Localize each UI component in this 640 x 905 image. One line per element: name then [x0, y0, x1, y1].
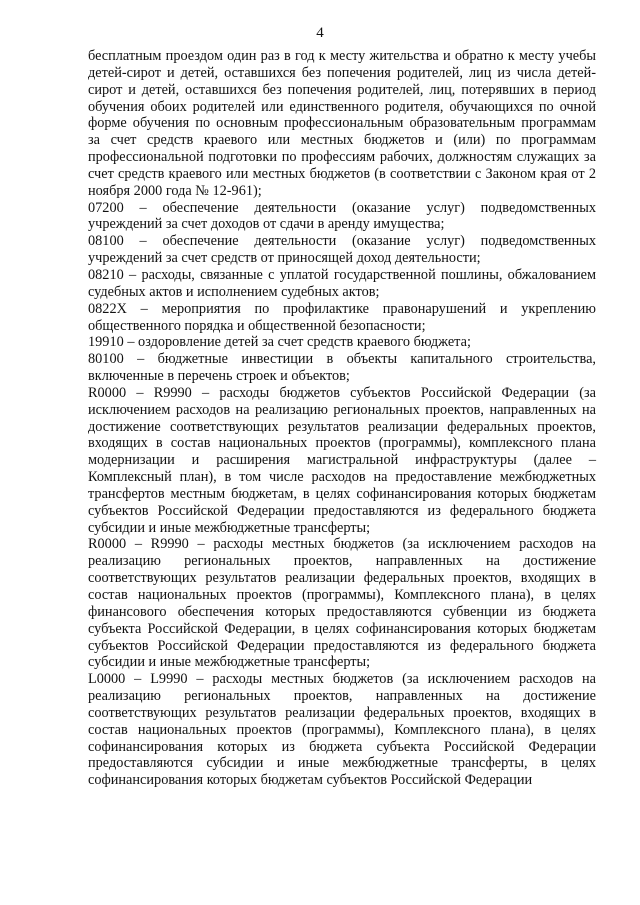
paragraph-code-07200: 07200 – обеспечение деятельности (оказание услуг) подведомственных учреждений за счет доходов от сдачи в аренду имущества; [88, 199, 596, 233]
page-number: 4 [316, 25, 324, 41]
paragraph-code-08210: 08210 – расходы, связанные с уплатой государственной пошлины, обжалованием судебных актов и исполнением судебных актов; [88, 266, 596, 300]
paragraph-code-80100: 80100 – бюджетные инвестиции в объекты капитального строительства, включенные в перечень строек и объектов; [88, 351, 596, 385]
paragraph-code-r-regional: R0000 – R9990 – расходы бюджетов субъектов Российской Федерации (за исключением расходов на реализацию региональных проектов, направленных на достижение соответствующих результатов реализации федеральных проектов, входящих в состав национальных проектов (программы), комплексного плана модернизации и расширения магистральной инфраструктуры (далее – Комплексный план), в том числе расходов на предоставление межбюджетных трансфертов местным бюджетам, в целях софинансирования которых бюджетам субъектов Российской Федерации предоставляются из федерального бюджета субсидии и иные межбюджетные трансферты; [88, 384, 596, 536]
paragraph-code-l-local: L0000 – L9990 – расходы местных бюджетов (за исключением расходов на реализацию региональных проектов, направленных на достижение соответствующих результатов реализации федеральных проектов, входящих в состав национальных проектов (программы), Комплексного плана), в целях софинансирования которых из бюджета субъекта Российской Федерации предоставляются субсидии и иные межбюджетные трансферты, в целях софинансирования которых бюджетам субъектов Российской Федерации [88, 671, 596, 789]
paragraph-code-0822x: 0822Х – мероприятия по профилактике правонарушений и укреплению общественного порядка и общественной безопасности; [88, 300, 596, 334]
paragraph-orphans-travel: бесплатным проездом один раз в год к месту жительства и обратно к месту учебы детей-сирот и детей, оставшихся без попечения родителей, лиц из числа детей-сирот и детей, оставшихся без попечения родителей, лиц, потерявших в период обучения обоих родителей или единственного родителя, обучающихся по очной форме обучения по основным профессиональным образовательным программам за счет средств краевого или местных бюджетов и (или) по программам профессиональной подготовки по профессиям рабочих, должностям служащих за счет средств краевого или местных бюджетов (в соответствии с Законом края от 2 ноября 2000 года № 12-961); [88, 48, 596, 199]
document-body [88, 48, 596, 789]
paragraph-code-08100: 08100 – обеспечение деятельности (оказание услуг) подведомственных учреждений за счет средств от приносящей доход деятельности; [88, 233, 596, 267]
paragraph-code-19910: 19910 – оздоровление детей за счет средств краевого бюджета; [88, 334, 471, 351]
paragraph-code-r-local: R0000 – R9990 – расходы местных бюджетов (за исключением расходов на реализацию региональных проектов, направленных на достижение соответствующих результатов реализации федеральных проектов, входящих в состав национальных проектов (программы), Комплексного плана), в целях финансового обеспечения которых предоставляются субвенции из бюджета субъекта Российской Федерации, в целях софинансирования которых бюджетам субъектов Российской Федерации предоставляются из федерального бюджета субсидии и иные межбюджетные трансферты; [88, 536, 596, 671]
